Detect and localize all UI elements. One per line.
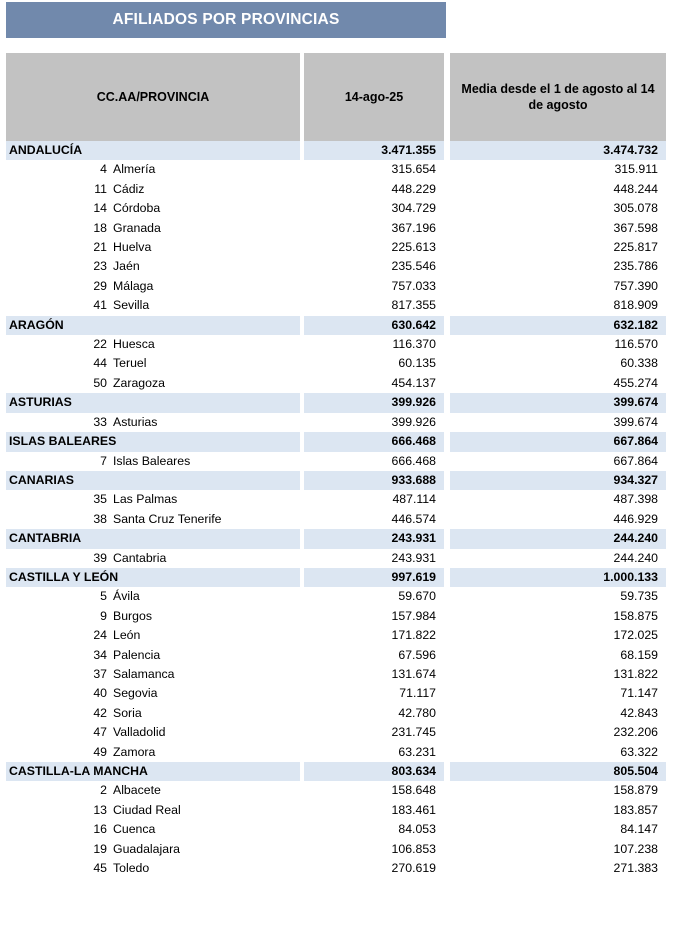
province-label: Segovia bbox=[113, 686, 158, 701]
province-name-line bbox=[6, 646, 300, 665]
page-title: AFILIADOS POR PROVINCIAS bbox=[112, 11, 340, 28]
community-row bbox=[6, 393, 666, 412]
cell-value-media: 71.147 bbox=[450, 684, 666, 703]
province-label: Almería bbox=[113, 162, 156, 177]
cell-value-media: 68.159 bbox=[450, 646, 666, 665]
cell-name bbox=[6, 607, 300, 626]
cell-value-media: 1.000.133 bbox=[450, 568, 666, 587]
province-code: 14 bbox=[93, 201, 107, 216]
cell-value-media: 63.322 bbox=[450, 743, 666, 762]
cell-value-media: 158.879 bbox=[450, 781, 666, 800]
province-name-line bbox=[6, 490, 300, 509]
province-row bbox=[6, 704, 666, 723]
province-code: 34 bbox=[93, 647, 107, 662]
province-row bbox=[6, 626, 666, 645]
province-row bbox=[6, 199, 666, 218]
cell-name bbox=[6, 296, 300, 315]
province-code: 13 bbox=[93, 802, 107, 817]
province-code: 11 bbox=[94, 181, 107, 196]
cell-value-fecha: 71.117 bbox=[304, 684, 444, 703]
province-name-line bbox=[6, 840, 300, 859]
cell-value-media: 131.822 bbox=[450, 665, 666, 684]
cell-value-fecha: 630.642 bbox=[304, 316, 444, 335]
province-row bbox=[6, 335, 666, 354]
cell-value-media: 158.875 bbox=[450, 607, 666, 626]
cell-name bbox=[6, 452, 300, 471]
cell-value-fecha: 448.229 bbox=[304, 180, 444, 199]
cell-value-fecha: 757.033 bbox=[304, 277, 444, 296]
province-name-line bbox=[6, 781, 300, 800]
province-name-line bbox=[6, 801, 300, 820]
province-name-line bbox=[6, 820, 300, 839]
cell-name bbox=[6, 626, 300, 645]
cell-value-fecha: 666.468 bbox=[304, 432, 444, 451]
province-row bbox=[6, 452, 666, 471]
cell-value-fecha: 270.619 bbox=[304, 859, 444, 878]
province-code: 35 bbox=[93, 492, 107, 507]
cell-value-media: 59.735 bbox=[450, 587, 666, 606]
province-label: Cantabria bbox=[113, 550, 167, 565]
cell-value-media: 446.929 bbox=[450, 510, 666, 529]
cell-value-fecha: 666.468 bbox=[304, 452, 444, 471]
province-code: 4 bbox=[100, 162, 107, 177]
community-row bbox=[6, 762, 666, 781]
province-code: 18 bbox=[93, 220, 107, 235]
province-label: Granada bbox=[113, 220, 161, 235]
province-name-line bbox=[6, 199, 300, 218]
cell-value-fecha: 106.853 bbox=[304, 840, 444, 859]
cell-value-media: 42.843 bbox=[450, 704, 666, 723]
cell-name bbox=[6, 219, 300, 238]
province-label: Soria bbox=[113, 705, 142, 720]
province-label: Huesca bbox=[113, 337, 155, 352]
province-name-line bbox=[6, 510, 300, 529]
cell-value-media: 757.390 bbox=[450, 277, 666, 296]
province-label: Sevilla bbox=[113, 298, 150, 313]
province-code: 38 bbox=[93, 511, 107, 526]
province-label: Córdoba bbox=[113, 201, 161, 216]
province-name-line bbox=[6, 607, 300, 626]
province-label: Cuenca bbox=[113, 822, 156, 837]
cell-name bbox=[6, 277, 300, 296]
province-name-line bbox=[6, 277, 300, 296]
province-code: 22 bbox=[93, 337, 107, 352]
cell-value-media: 107.238 bbox=[450, 840, 666, 859]
province-name-line bbox=[6, 354, 300, 373]
province-label: Palencia bbox=[113, 647, 161, 662]
cell-name bbox=[6, 354, 300, 373]
province-name-line bbox=[6, 665, 300, 684]
province-code: 44 bbox=[93, 356, 107, 371]
afiliados-table bbox=[6, 53, 666, 878]
cell-name bbox=[6, 199, 300, 218]
province-row bbox=[6, 277, 666, 296]
cell-value-fecha: 315.654 bbox=[304, 160, 444, 179]
cell-value-fecha: 63.231 bbox=[304, 743, 444, 762]
province-code: 33 bbox=[93, 414, 107, 429]
cell-name bbox=[6, 490, 300, 509]
afiliados-table-container bbox=[6, 53, 666, 878]
cell-name bbox=[6, 840, 300, 859]
cell-value-fecha: 399.926 bbox=[304, 413, 444, 432]
cell-name bbox=[6, 684, 300, 703]
cell-name bbox=[6, 723, 300, 742]
province-row bbox=[6, 665, 666, 684]
province-label: Ávila bbox=[113, 589, 140, 604]
cell-value-media: 487.398 bbox=[450, 490, 666, 509]
community-row bbox=[6, 141, 666, 160]
cell-value-media: 271.383 bbox=[450, 859, 666, 878]
province-row bbox=[6, 723, 666, 742]
province-row bbox=[6, 413, 666, 432]
cell-name bbox=[6, 859, 300, 878]
cell-value-fecha: 487.114 bbox=[304, 490, 444, 509]
province-code: 37 bbox=[93, 666, 107, 681]
province-name-line bbox=[6, 452, 300, 471]
cell-value-media: 244.240 bbox=[450, 549, 666, 568]
cell-value-media: 225.817 bbox=[450, 238, 666, 257]
cell-name bbox=[6, 257, 300, 276]
cell-name bbox=[6, 549, 300, 568]
cell-value-media: 172.025 bbox=[450, 626, 666, 645]
province-label: Málaga bbox=[113, 278, 154, 293]
province-name-line bbox=[6, 626, 300, 645]
cell-value-fecha: 446.574 bbox=[304, 510, 444, 529]
province-label: Asturias bbox=[113, 414, 158, 429]
cell-value-media: 818.909 bbox=[450, 296, 666, 315]
province-code: 9 bbox=[100, 608, 107, 623]
cell-name: CASTILLA Y LEÓN bbox=[6, 568, 300, 587]
cell-name bbox=[6, 335, 300, 354]
title-banner bbox=[6, 2, 446, 38]
province-label: Toledo bbox=[113, 861, 150, 876]
province-code: 47 bbox=[93, 725, 107, 740]
province-label: Las Palmas bbox=[113, 492, 178, 507]
cell-name: CANTABRIA bbox=[6, 529, 300, 548]
cell-name bbox=[6, 587, 300, 606]
cell-name bbox=[6, 510, 300, 529]
cell-value-fecha: 158.648 bbox=[304, 781, 444, 800]
cell-value-media: 455.274 bbox=[450, 374, 666, 393]
province-label: Santa Cruz Tenerife bbox=[113, 511, 222, 526]
province-name-line bbox=[6, 296, 300, 315]
province-code: 39 bbox=[93, 550, 107, 565]
province-row bbox=[6, 820, 666, 839]
table-body bbox=[6, 141, 666, 878]
province-label: Albacete bbox=[113, 783, 161, 798]
province-label: Guadalajara bbox=[113, 841, 180, 856]
cell-value-fecha: 304.729 bbox=[304, 199, 444, 218]
province-code: 50 bbox=[93, 375, 107, 390]
cell-value-media: 805.504 bbox=[450, 762, 666, 781]
table-header-row bbox=[6, 53, 666, 141]
cell-value-fecha: 817.355 bbox=[304, 296, 444, 315]
province-name-line bbox=[6, 257, 300, 276]
province-row bbox=[6, 490, 666, 509]
cell-value-media: 305.078 bbox=[450, 199, 666, 218]
cell-name: CASTILLA-LA MANCHA bbox=[6, 762, 300, 781]
cell-value-fecha: 157.984 bbox=[304, 607, 444, 626]
community-row bbox=[6, 529, 666, 548]
cell-value-media: 667.864 bbox=[450, 432, 666, 451]
province-code: 42 bbox=[93, 705, 107, 720]
cell-name: ASTURIAS bbox=[6, 393, 300, 412]
province-code: 41 bbox=[93, 298, 107, 313]
community-row bbox=[6, 471, 666, 490]
province-name-line bbox=[6, 335, 300, 354]
province-name-line bbox=[6, 413, 300, 432]
cell-value-media: 84.147 bbox=[450, 820, 666, 839]
province-row bbox=[6, 257, 666, 276]
cell-value-fecha: 454.137 bbox=[304, 374, 444, 393]
cell-name bbox=[6, 180, 300, 199]
cell-value-media: 367.598 bbox=[450, 219, 666, 238]
cell-value-media: 60.338 bbox=[450, 354, 666, 373]
cell-name bbox=[6, 374, 300, 393]
province-row bbox=[6, 354, 666, 373]
province-row bbox=[6, 180, 666, 199]
cell-value-fecha: 231.745 bbox=[304, 723, 444, 742]
cell-name bbox=[6, 820, 300, 839]
cell-value-fecha: 933.688 bbox=[304, 471, 444, 490]
community-row bbox=[6, 568, 666, 587]
cell-name: CANARIAS bbox=[6, 471, 300, 490]
cell-value-fecha: 243.931 bbox=[304, 549, 444, 568]
cell-value-fecha: 59.670 bbox=[304, 587, 444, 606]
cell-value-fecha: 60.135 bbox=[304, 354, 444, 373]
province-row bbox=[6, 374, 666, 393]
province-label: Jaén bbox=[113, 259, 140, 274]
cell-value-media: 3.474.732 bbox=[450, 141, 666, 160]
province-row bbox=[6, 743, 666, 762]
province-name-line bbox=[6, 549, 300, 568]
province-label: Ciudad Real bbox=[113, 802, 181, 817]
province-name-line bbox=[6, 704, 300, 723]
province-row bbox=[6, 219, 666, 238]
cell-value-media: 934.327 bbox=[450, 471, 666, 490]
province-name-line bbox=[6, 238, 300, 257]
cell-name bbox=[6, 781, 300, 800]
cell-value-media: 235.786 bbox=[450, 257, 666, 276]
cell-value-fecha: 42.780 bbox=[304, 704, 444, 723]
province-code: 40 bbox=[93, 686, 107, 701]
cell-value-media: 244.240 bbox=[450, 529, 666, 548]
province-row bbox=[6, 781, 666, 800]
cell-name bbox=[6, 743, 300, 762]
column-header-provincia: CC.AA/PROVINCIA bbox=[6, 53, 300, 141]
province-name-line bbox=[6, 587, 300, 606]
province-label: Valladolid bbox=[113, 725, 166, 740]
province-name-line bbox=[6, 374, 300, 393]
province-name-line bbox=[6, 743, 300, 762]
province-name-line bbox=[6, 160, 300, 179]
cell-value-fecha: 243.931 bbox=[304, 529, 444, 548]
province-name-line bbox=[6, 219, 300, 238]
cell-value-media: 399.674 bbox=[450, 413, 666, 432]
province-row bbox=[6, 549, 666, 568]
province-code: 45 bbox=[93, 861, 107, 876]
province-label: León bbox=[113, 628, 141, 643]
cell-value-fecha: 183.461 bbox=[304, 801, 444, 820]
cell-value-fecha: 3.471.355 bbox=[304, 141, 444, 160]
cell-name bbox=[6, 646, 300, 665]
cell-value-media: 183.857 bbox=[450, 801, 666, 820]
cell-value-media: 315.911 bbox=[450, 160, 666, 179]
cell-value-fecha: 116.370 bbox=[304, 335, 444, 354]
cell-value-fecha: 131.674 bbox=[304, 665, 444, 684]
province-label: Teruel bbox=[113, 356, 147, 371]
province-label: Zamora bbox=[113, 744, 156, 759]
province-row bbox=[6, 238, 666, 257]
community-row bbox=[6, 432, 666, 451]
cell-name: ISLAS BALEARES bbox=[6, 432, 300, 451]
province-row bbox=[6, 160, 666, 179]
community-row bbox=[6, 316, 666, 335]
province-name-line bbox=[6, 723, 300, 742]
province-code: 16 bbox=[93, 822, 107, 837]
cell-value-media: 632.182 bbox=[450, 316, 666, 335]
cell-value-fecha: 367.196 bbox=[304, 219, 444, 238]
cell-name: ANDALUCÍA bbox=[6, 141, 300, 160]
table-header bbox=[6, 53, 666, 141]
cell-name: ARAGÓN bbox=[6, 316, 300, 335]
province-code: 2 bbox=[100, 783, 107, 798]
province-code: 29 bbox=[93, 278, 107, 293]
cell-value-fecha: 399.926 bbox=[304, 393, 444, 412]
cell-name bbox=[6, 665, 300, 684]
cell-value-fecha: 803.634 bbox=[304, 762, 444, 781]
cell-value-media: 667.864 bbox=[450, 452, 666, 471]
province-row bbox=[6, 296, 666, 315]
province-label: Salamanca bbox=[113, 666, 175, 681]
province-name-line bbox=[6, 684, 300, 703]
cell-value-media: 116.570 bbox=[450, 335, 666, 354]
province-row bbox=[6, 859, 666, 878]
column-header-fecha: 14-ago-25 bbox=[304, 53, 444, 141]
cell-value-fecha: 171.822 bbox=[304, 626, 444, 645]
cell-value-fecha: 67.596 bbox=[304, 646, 444, 665]
cell-value-fecha: 225.613 bbox=[304, 238, 444, 257]
cell-name bbox=[6, 801, 300, 820]
province-name-line bbox=[6, 180, 300, 199]
province-row bbox=[6, 607, 666, 626]
province-label: Burgos bbox=[113, 608, 152, 623]
cell-name bbox=[6, 704, 300, 723]
province-code: 21 bbox=[93, 240, 107, 255]
province-label: Huelva bbox=[113, 240, 152, 255]
province-label: Zaragoza bbox=[113, 375, 165, 390]
cell-value-media: 232.206 bbox=[450, 723, 666, 742]
province-label: Cádiz bbox=[113, 181, 145, 196]
province-code: 7 bbox=[100, 453, 107, 468]
province-label: Islas Baleares bbox=[113, 453, 191, 468]
province-code: 19 bbox=[93, 841, 107, 856]
province-row bbox=[6, 510, 666, 529]
province-row bbox=[6, 840, 666, 859]
cell-name bbox=[6, 413, 300, 432]
province-row bbox=[6, 587, 666, 606]
province-row bbox=[6, 801, 666, 820]
province-code: 49 bbox=[93, 744, 107, 759]
province-row bbox=[6, 684, 666, 703]
cell-value-fecha: 997.619 bbox=[304, 568, 444, 587]
cell-value-media: 448.244 bbox=[450, 180, 666, 199]
province-code: 5 bbox=[100, 589, 107, 604]
cell-value-fecha: 84.053 bbox=[304, 820, 444, 839]
cell-name bbox=[6, 238, 300, 257]
cell-value-media: 399.674 bbox=[450, 393, 666, 412]
province-code: 24 bbox=[93, 628, 107, 643]
cell-value-fecha: 235.546 bbox=[304, 257, 444, 276]
province-code: 23 bbox=[93, 259, 107, 274]
column-header-media: Media desde el 1 de agosto al 14 de agosto bbox=[450, 53, 666, 141]
province-name-line bbox=[6, 859, 300, 878]
province-row bbox=[6, 646, 666, 665]
cell-name bbox=[6, 160, 300, 179]
